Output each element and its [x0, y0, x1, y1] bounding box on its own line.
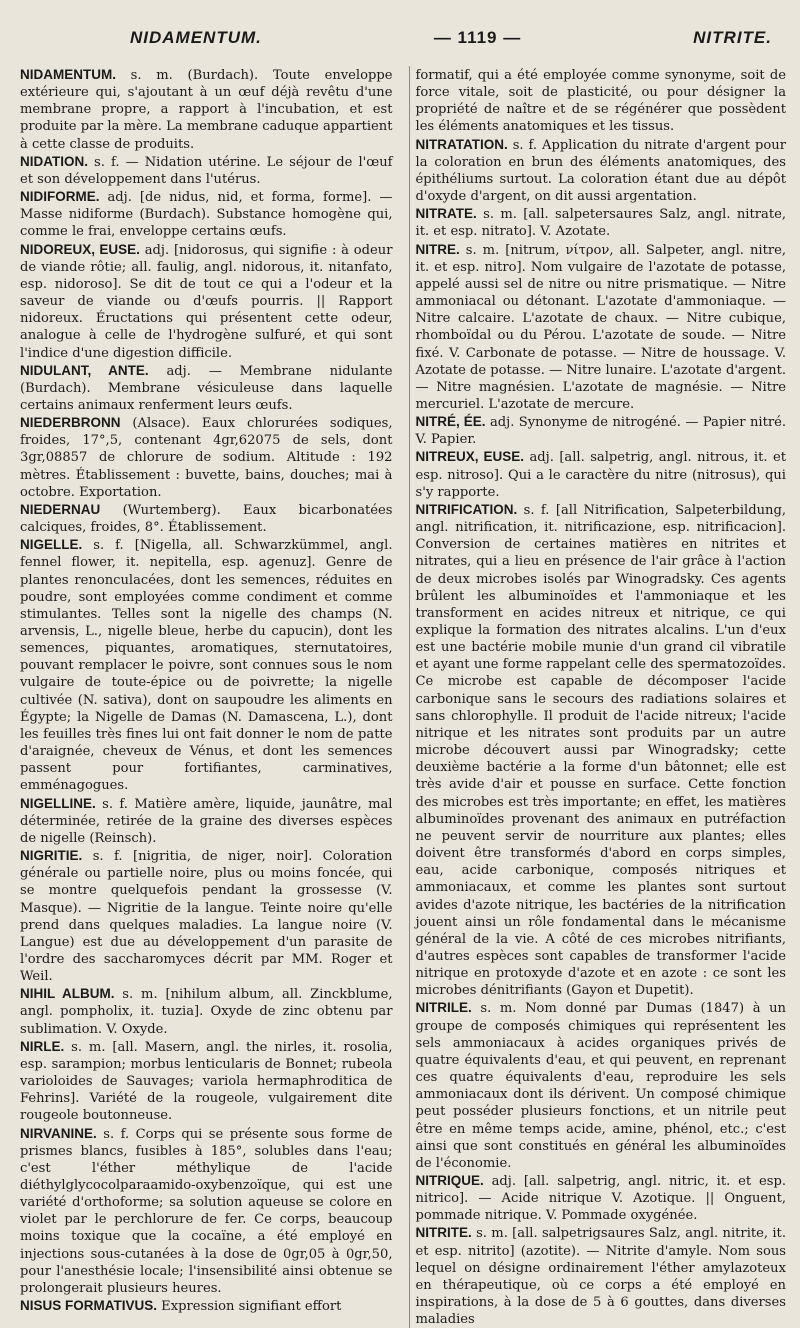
- entry-definition: s. m. [all. salpetersaures Salz, angl. nitrate, it. et esp. nitrato]. V. Azotate.: [415, 207, 786, 240]
- dictionary-entry: [20, 1125, 393, 1298]
- entry-definition: s. f. [nigritia, de niger, noir]. Coloration générale ou partielle noire, plus ou moins foncée, qui se montre quelquefois pendant la grossesse (V. Masque). — Nigritie de la langue. Teinte noire qu'elle prend dans quelques maladies. La langue noire (V. Langue) est due au développement d'un parasite de l'ordre des saccharomyces décrit par MM. Roger et Weil.: [20, 849, 393, 985]
- dictionary-entry: [20, 501, 393, 536]
- entry-definition: adj. [all. salpetrig, angl. nitric, it. et esp. nitrico]. — Acide nitrique V. Azotique. || Onguent, pommade nitrique. V. Pommade oxygénée.: [415, 1174, 786, 1224]
- dictionary-entry: [20, 188, 393, 240]
- dictionary-entry: [416, 501, 787, 1000]
- entry-definition: formatif, qui a été employée comme synonyme, soit de force vitale, soit de plasticité, ou pour désigner la propriété de naître et de se régénérer que possèdent les éléments anatomiques et les tissus.: [415, 68, 786, 135]
- entry-definition: adj. — Membrane nidulante (Burdach). Membrane vésiculeuse dans laquelle certains animaux renferment leurs œufs.: [20, 363, 393, 413]
- dictionary-entry: [416, 999, 787, 1172]
- entry-definition: adj. Synonyme de nitrogéné. — Papier nitré. V. Papier.: [415, 415, 786, 448]
- entry-definition: s. m. [nihilum album, all. Zinckblume, angl. pompholix, it. tuzia]. Oxyde de zinc obtenu par sublimation. V. Oxyde.: [20, 987, 393, 1037]
- dictionary-entry: [416, 1224, 787, 1328]
- entry-definition: s. m. [all. Masern, angl. the nirles, it. rosolia, esp. sarampion; morbus lenticularis de Bonnet; rubeola varioloides de Sauvages; variola hermaphroditica de Fehrins]. Variété de la rougeole, vulgairement dite rougeole boutonneuse.: [20, 1039, 393, 1124]
- entry-headword: NITRE.: [415, 241, 460, 257]
- entry-definition: adj. [nidorosus, qui signifie : à odeur de viande rôtie; all. faulig, angl. nidorous, it. nitanfato, esp. nidoroso]. Se dit de tout ce qui a l'odeur et la saveur de viande ou d'œufs pourris. || Rapport nidoreux. Éructations qui présentent cette odeur, analogue à celle de l'hydrogène sulfuré, et qui sont l'indice d'une digestion difficile.: [20, 242, 393, 361]
- dictionary-entry: [416, 448, 787, 500]
- entry-headword: NISUS FORMATIVUS.: [20, 1298, 158, 1314]
- page-number: — 1119 —: [433, 28, 522, 47]
- dictionary-entry: [20, 414, 393, 501]
- dictionary-entry: [20, 1297, 393, 1315]
- entry-definition: s. f. [all Nitrification, Salpeterbildung, angl. nitrification, it. nitrificazione, esp. nitrificacion]. Conversion de certaines matières en nitrites et nitrates, qui a lieu en présence de l'air grâce à l'action de deux microbes isolés par Winogradsky. Ces agents brûlent les albuminoïdes et l'ammoniaque et les transforment en acides nitreux et nitrique, ce qui explique la formation des nitrates alcalins. L'un d'eux est une bactérie mobile munie d'un grand cil vibratile et ayant une forme rappelant celle des spermatozoïdes. Ce microbe est capable de décomposer l'acide carbonique sans le secours des radiations solaires et sans chlorophylle. Il produit de l'acide nitreux; l'acide nitrique et les nitrates sont produits par un autre microbe découvert aussi par Winogradsky; cette deuxième bactérie a la forme d'un bâtonnet; elle est très avide d'air et pousse en surface. Cette fonction des microbes est très importante; en effet, les matières albuminoïdes provenant des animaux en putréfaction ne peuvent servir de nourriture aux plantes; elles doivent être transformés d'abord en corps simples, eau, acide carbonique, composés nitriques et ammoniacaux, et comme les plantes sont surtout avides d'azote nitrique, les bactéries de la nitrification jouent ainsi un rôle fondamental dans le mécanisme général de la vie. A côté de ces microbes nitrifiants, d'autres espèces sont capables de transformer l'acide nitrique en protoxyde d'azote et en azote : ce sont les microbes dénitrifiants (Gayon et Dupetit).: [415, 502, 786, 999]
- entry-definition: s. m. [all. salpetrigsaures Salz, angl. nitrite, it. et esp. nitrito] (azotite). — Nitrite d'amyle. Nom sous lequel on désigne ordinairement l'éther amylazoteux en thérapeutique, où ce corps a été employé en inspirations, à la dose de 5 à 6 gouttes, dans diverses maladies: [415, 1226, 786, 1328]
- dictionary-entry: [20, 153, 393, 188]
- entry-headword: NIGELLE.: [20, 537, 83, 553]
- entry-definition: s. m. [nitrum, νίτρον, all. Salpeter, angl. nitre, it. et esp. nitro]. Nom vulgaire de l'azotate de potasse, appelé aussi sel de nitre ou nitre prismatique. — Nitre ammoniacal ou détonant. L'azotate d'ammoniaque. — Nitre calcaire. L'azotate de chaux. — Nitre cubique, rhomboïdal ou du Pérou. L'azotate de soude. — Nitre fixé. V. Carbonate de potasse. — Nitre de houssage. V. Azotate de potasse. — Nitre lunaire. L'azotate d'argent. — Nitre magnésien. L'azotate de magnésie. — Nitre mercuriel. L'azotate de mercure.: [415, 242, 786, 412]
- entry-headword: NITRATE.: [415, 206, 477, 222]
- entry-headword: NITRIFICATION.: [415, 501, 518, 517]
- entry-headword: NIEDERNAU: [20, 501, 101, 517]
- header-right-guideword: NITRITE.: [693, 28, 772, 47]
- entry-headword: NITRILE.: [415, 1000, 472, 1016]
- dictionary-entry: [20, 362, 393, 414]
- dictionary-entry: [20, 1038, 393, 1125]
- header-left-guideword: NIDAMENTUM.: [130, 28, 262, 47]
- entry-definition: s. m. Nom donné par Dumas (1847) à un groupe de composés chimiques qui représentent les sels ammoniacaux à acides organiques privés de quatre équivalents d'eau, et qui peuvent, en reprenant ces quatre équivalents d'eau, reproduire les sels ammoniacaux dont ils dérivent. Un composé chimique peut posséder plusieurs fonctions, et un nitrile peut être en même temps acide, amine, phénol, etc.; c'est ainsi que sont constitués en général les albuminoïdes de l'économie.: [415, 1001, 786, 1171]
- dictionary-entry: [20, 847, 393, 985]
- dictionary-entry: [20, 985, 393, 1037]
- dictionary-entry: [416, 413, 787, 448]
- entry-headword: NITRÉ, ÉE.: [415, 414, 486, 430]
- text-columns: [20, 66, 786, 1328]
- entry-headword: NIGRITIE.: [20, 848, 83, 864]
- entry-headword: NIHIL ALBUM.: [20, 986, 115, 1002]
- running-header: [20, 28, 786, 52]
- entry-headword: NITREUX, EUSE.: [415, 449, 525, 465]
- dictionary-entry: [416, 66, 787, 136]
- entry-definition: (Alsace). Eaux chlorurées sodiques, froides, 17°,5, contenant 4gr,62075 de sels, dont 3gr,08857 de chlorure de sodium. Altitude : 192 mètres. Établissement : buvette, bains, douches; mai à octobre. Exportation.: [20, 416, 393, 500]
- entry-definition: adj. [de nidus, nid, et forma, forme]. — Masse nidiforme (Burdach). Substance homogène qui, comme le frai, enveloppe certains œufs.: [20, 190, 393, 240]
- dictionary-entry: [416, 1172, 787, 1224]
- entry-headword: NIDOREUX, EUSE.: [20, 241, 140, 257]
- entry-headword: NITRATATION.: [415, 136, 508, 152]
- entry-headword: NIGELLINE.: [20, 795, 96, 811]
- entry-definition: s. f. Corps qui se présente sous forme de prismes blancs, fusibles à 185°, solubles dans l'eau; c'est l'éther méthylique de l'acide diéthylglycocolparaamido-oxybenzoïque, qui est une variété d'orthoforme; sa solution aqueuse se colore en violet par le perchlorure de fer. Ce corps, beaucoup moins toxique que la cocaïne, a été employé en injections sous-cutanées à la dose de 0gr,05 à 0gr,50, pour l'anesthésie locale; l'insensibilité ainsi obtenue se prolongerait plusieurs heures.: [20, 1126, 393, 1296]
- entry-headword: NITRIQUE.: [415, 1173, 484, 1188]
- entry-headword: NIRVANINE.: [20, 1125, 97, 1141]
- right-column: [409, 66, 787, 1328]
- entry-headword: NITRITE.: [415, 1225, 472, 1241]
- entry-headword: NIRLE.: [20, 1038, 65, 1054]
- dictionary-entry: [20, 66, 393, 153]
- entry-headword: NIDAMENTUM.: [20, 67, 116, 82]
- entry-headword: NIDULANT, ANTE.: [20, 362, 149, 378]
- dictionary-entry: [416, 136, 787, 206]
- entry-headword: NIDATION.: [20, 153, 88, 169]
- entry-headword: NIDIFORME.: [20, 189, 100, 205]
- entry-definition: s. f. Application du nitrate d'argent pour la coloration en brun des éléments anatomiques, des épithéliums surtout. La coloration étant due au dépôt d'oxyde d'argent, on dit aussi argentation.: [415, 137, 786, 205]
- entry-definition: (Wurtemberg). Eaux bicarbonatées calciques, froides, 8°. Établissement.: [20, 502, 393, 536]
- dictionary-entry: [20, 795, 393, 847]
- dictionary-entry: [20, 536, 393, 794]
- dictionary-entry: [416, 241, 787, 414]
- entry-definition: s. f. — Nidation utérine. Le séjour de l'œuf et son développement dans l'utérus.: [20, 154, 393, 187]
- entry-definition: adj. [all. salpetrig, angl. nitrous, it. et esp. nitroso]. Qui a le caractère du nitre (nitrosus), qui s'y rapporte.: [415, 450, 786, 500]
- entry-definition: Expression signifiant effort: [157, 1299, 342, 1315]
- dictionary-entry: [20, 241, 393, 362]
- left-column: [20, 66, 393, 1328]
- entry-definition: s. f. Matière amère, liquide, jaunâtre, mal déterminée, retirée de la graine des diverses espèces de nigelle (Reinsch).: [20, 796, 393, 846]
- entry-headword: NIEDERBRONN: [20, 415, 121, 431]
- entry-definition: s. f. [Nigella, all. Schwarzkümmel, angl. fennel flower, it. nepitella, esp. agenuz]. Genre de plantes renonculacées, dont les semences, réduites en poudre, sont employées comme condiment et comme stimulantes. Telles sont la nigelle des champs (N. arvensis, L., nigelle bleue, herbe du capucin), dont les semences, piquantes, aromatiques, sternutatoires, pouvant remplacer le poivre, sont connues sous le nom vulgaire de toute-épice ou de poivrette; la nigelle cultivée (N. sativa), dont on saupoudre les aliments en Égypte; la Nigelle de Damas (N. Damascena, L.), dont les feuilles très fines lui ont fait donner le nom de patte d'araignée, cheveux de Vénus, et dont les semences passent pour fortifiantes, carminatives, emménagogues.: [20, 538, 393, 794]
- dictionary-entry: [416, 205, 787, 240]
- entry-definition: s. m. (Burdach). Toute enveloppe extérieure qui, s'ajoutant à un œuf déjà revêtu d'une membrane propre, a rapport à l'incubation, et est produite par la mère. La membrane caduque appartient à cette classe de produits.: [20, 68, 393, 152]
